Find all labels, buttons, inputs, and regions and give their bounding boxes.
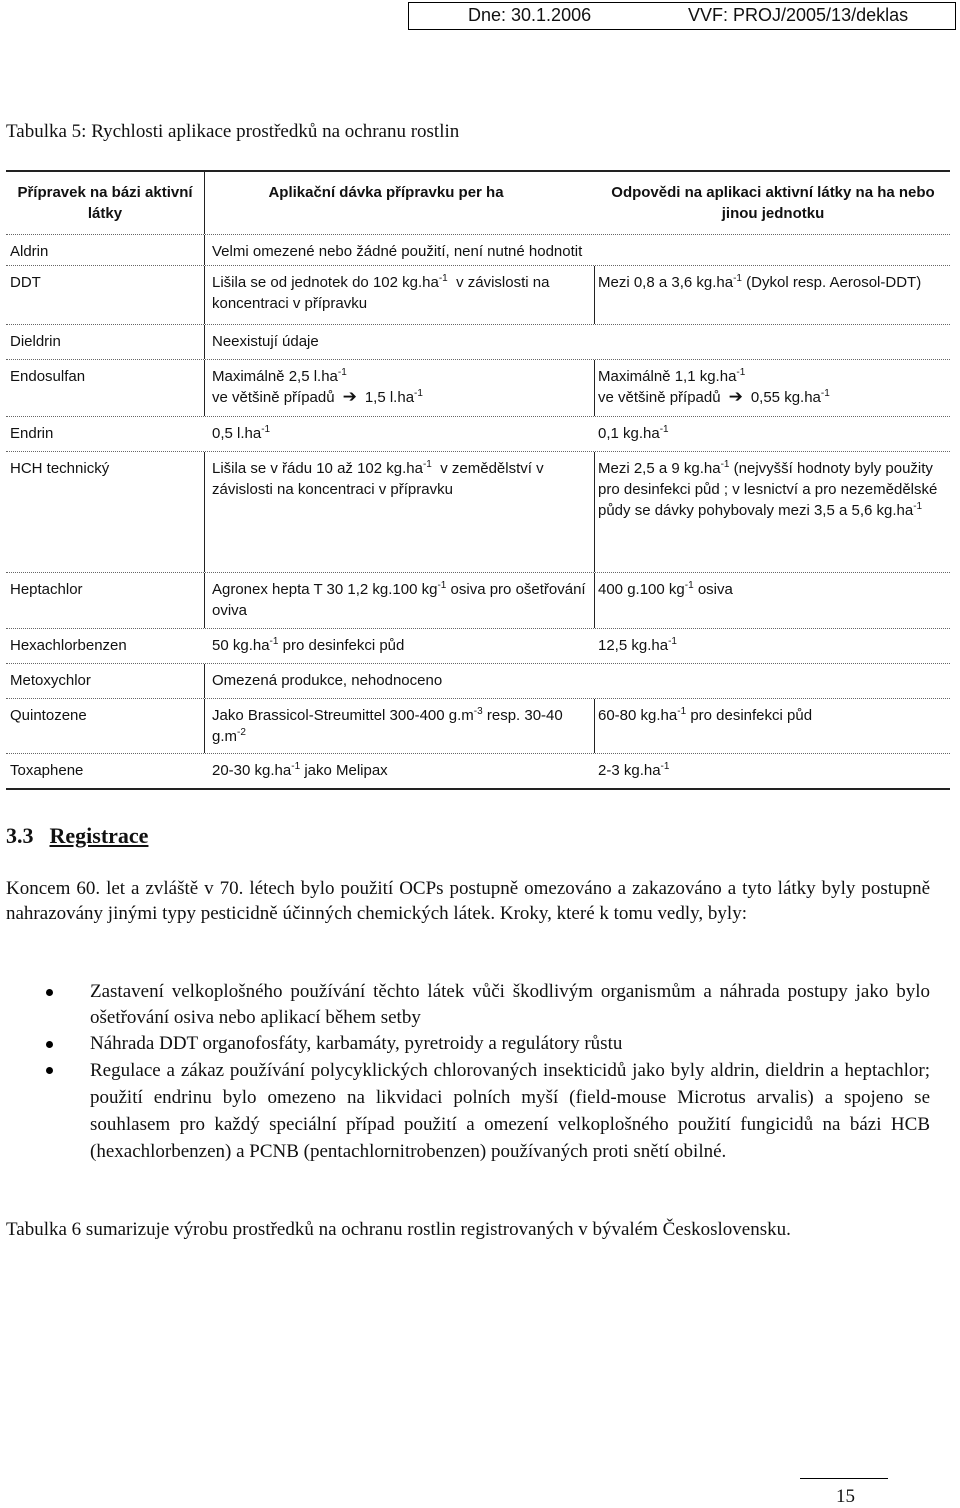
row-response: 12,5 $kg.ha^{-1}$ [598, 636, 677, 654]
row-dose: Jako Brassicol-Streumittel 300-400 $g.m^{-3}$ resp. 30-40 $g.m^{-2}$ [212, 706, 563, 745]
row-label: Endrin [10, 425, 54, 442]
table-header-row [6, 170, 950, 235]
row-label: Metoxychlor [10, 672, 91, 689]
row-dose: Lišila se od jednotek do 102 $kg.ha^{-1}$ v závislosti na koncentraci v přípravku [212, 273, 550, 312]
bullet-icon [46, 989, 53, 996]
closing-paragraph: Tabulka 6 sumarizuje výrobu prostředků na ochranu rostlin registrovaných v bývalém Československu. [6, 1219, 791, 1240]
row-response: Mezi 2,5 a 9 $kg.ha^{-1}$ (nejvyšší hodnoty byly použity pro desinfekci půd ; v lesnictví a pro nezemědělské půdy se dávky pohybovaly mezi 3,5 a 5,6 $kg.ha^{-1}$ [598, 459, 938, 519]
row-label: Toxaphene [10, 762, 84, 779]
row-response: 2-3 $kg.ha^{-1}$ [598, 761, 670, 779]
row-dose: 50 $kg.ha^{-1}$ pro desinfekci půd [212, 636, 405, 654]
row-label: Endosulfan [10, 368, 86, 385]
col-header-dose: Aplikační dávka přípravku per ha [268, 184, 504, 201]
page-number: 15 [836, 1486, 855, 1507]
arrow-icon: ➔ [342, 387, 357, 407]
row-response: Mezi 0,8 a 3,6 $kg.ha^{-1}$ (Dykol resp. Aerosol-DDT) [598, 273, 922, 291]
header-reference: VVF: PROJ/2005/13/deklas [688, 5, 909, 25]
row-dose: Agronex hepta T 30 1,2 kg.100 $kg^{-1}$ osiva pro ošetřování oviva [212, 580, 586, 619]
page-number-rule [800, 1478, 888, 1479]
table-row [6, 360, 950, 417]
table-row [6, 754, 950, 790]
row-label: Dieldrin [10, 333, 61, 350]
row-response: Maximálně 1,1 $kg.ha^{-1}$ ve většině případů ➔ 0,55 $kg.ha^{-1}$ [598, 367, 830, 407]
row-label: Quintozene [10, 707, 87, 724]
row-dose: Velmi omezené nebo žádné použití, není nutné hodnotit [212, 243, 583, 260]
list-item: Náhrada DDT organofosfáty, karbamáty, pyretroidy a regulátory růstu [46, 1031, 930, 1057]
row-response: 400 g.100 $kg^{-1}$ osiva [598, 580, 733, 598]
row-dose: Lišila se v řádu 10 až 102 $kg.ha^{-1}$ v zemědělství v závislosti na koncentraci v přípravku [212, 459, 544, 498]
row-dose: Maximálně 2,5 $l.ha^{-1}$ ve většině případů ➔ 1,5 $l.ha^{-1}$ [212, 367, 423, 407]
row-label: Aldrin [10, 243, 49, 260]
header-date: Dne: 30.1.2006 [468, 5, 592, 25]
table-row [6, 235, 950, 266]
table-row [6, 266, 950, 325]
row-label: HCH technický [10, 460, 110, 477]
table-caption: Tabulka 5: Rychlosti aplikace prostředků na ochranu rostlin [6, 121, 460, 142]
table-row [6, 452, 950, 573]
bullet-icon [46, 1041, 53, 1048]
row-dose: Neexistují údaje [212, 333, 319, 350]
list-item: Regulace a zákaz používání polycyklických chlorovaných insekticidů jako byly aldrin, dieldrin a heptachlor; použití endrinu bylo omezeno na likvidaci polních myší (field-mouse Microtus arvalis) a spojeno se souhlasem pro každý speciální případ použití a omezení velkoplošného použití fungicidů na bázi HCB (hexachlorbenzen) a PCNB (pentachlornitrobenzen) používaných proti snětí obilné. [46, 1057, 930, 1165]
col-header-response: Odpovědi na aplikaci aktivní látky na ha nebo jinou jednotku [611, 184, 935, 222]
table-row [6, 664, 950, 699]
row-label: Hexachlorbenzen [10, 637, 127, 654]
row-response: 60-80 $kg.ha^{-1}$ pro desinfekci půd [598, 706, 813, 724]
col-header-active-substance: Přípravek na bázi aktivní látky [17, 184, 193, 222]
table-row [6, 417, 950, 452]
table-row [6, 629, 950, 664]
section-heading [6, 823, 148, 849]
row-dose: 0,5 $l.ha^{-1}$ [212, 424, 271, 442]
list-item: Zastavení velkoplošného používání těchto látek vůči škodlivým organismům a náhrada postupy jako bylo ošetřování osiva nebo aplikací během setby [46, 979, 930, 1031]
table-row [6, 573, 950, 629]
table-row [6, 699, 950, 754]
bullet-icon [46, 1067, 53, 1074]
row-dose: Omezená produkce, nehodnoceno [212, 672, 443, 689]
row-label: Heptachlor [10, 581, 83, 598]
application-rates-table [6, 170, 950, 790]
row-response: 0,1 $kg.ha^{-1}$ [598, 424, 669, 442]
section-number: 3.3 [6, 823, 34, 848]
intro-paragraph: Koncem 60. let a zvláště v 70. létech bylo použití OCPs postupně omezováno a zakazováno a tyto látky byly postupně nahrazovány jinými typy pesticidně účinných chemických látek. Kroky, které k tomu vedly, byly: [6, 878, 930, 924]
row-label: DDT [10, 274, 41, 291]
arrow-icon: ➔ [728, 387, 743, 407]
row-dose: 20-30 $kg.ha^{-1}$ jako Melipax [212, 761, 388, 779]
steps-list [46, 979, 930, 1165]
section-title: Registrace [49, 823, 149, 848]
table-row [6, 325, 950, 360]
